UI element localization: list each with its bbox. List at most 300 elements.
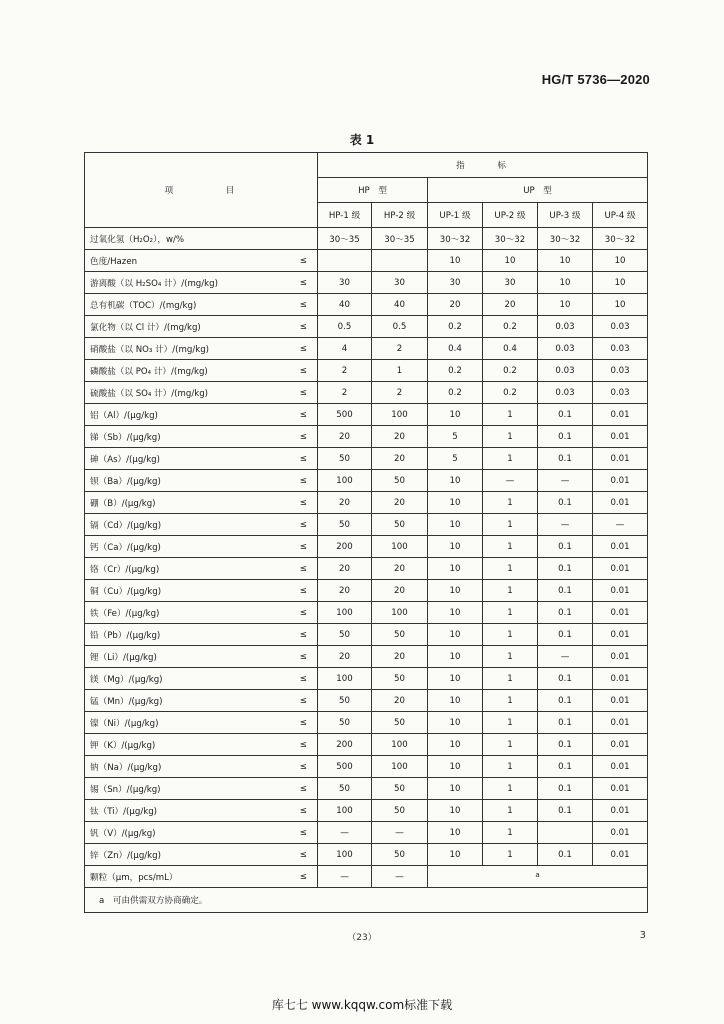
- value-cell: 1: [483, 668, 538, 690]
- header-up-type: UP 型: [428, 178, 648, 203]
- table-row: [85, 338, 648, 360]
- row-item: [85, 272, 318, 294]
- limit-operator: ≤: [299, 343, 307, 354]
- table-row: [85, 668, 648, 690]
- value-cell: 30～35: [372, 228, 428, 250]
- value-cell: 0.01: [593, 756, 648, 778]
- limit-operator: ≤: [299, 805, 307, 816]
- value-cell: 30～32: [538, 228, 593, 250]
- row-item: [85, 734, 318, 756]
- limit-operator: ≤: [299, 387, 307, 398]
- value-cell: 10: [428, 646, 483, 668]
- value-cell: 0.03: [593, 338, 648, 360]
- value-cell: 0.1: [538, 668, 593, 690]
- value-cell: —: [372, 866, 428, 888]
- value-cell: 10: [428, 734, 483, 756]
- table-row: [85, 624, 648, 646]
- row-item-label: 铝（Al）/(μg/kg): [90, 410, 158, 421]
- value-cell: 1: [483, 844, 538, 866]
- value-cell: 0.03: [538, 360, 593, 382]
- table-row: [85, 756, 648, 778]
- value-cell: 0.01: [593, 646, 648, 668]
- value-cell: 200: [318, 536, 372, 558]
- row-item-label: 钒（V）/(μg/kg): [90, 828, 156, 839]
- value-cell: 10: [428, 602, 483, 624]
- row-item: [85, 338, 318, 360]
- footer-watermark-text: 库七七 www.kqqw.com标准下载: [271, 998, 453, 1012]
- limit-operator: ≤: [299, 585, 307, 596]
- value-cell: 0.03: [538, 338, 593, 360]
- grade-header: UP-4 级: [593, 203, 648, 228]
- grade-header: HP-1 级: [318, 203, 372, 228]
- limit-operator: ≤: [299, 607, 307, 618]
- value-cell: 50: [372, 778, 428, 800]
- row-item: [85, 624, 318, 646]
- value-cell: —: [318, 822, 372, 844]
- table-row: [85, 448, 648, 470]
- table-row: [85, 470, 648, 492]
- header-index: 指 标: [318, 153, 648, 178]
- value-cell: 50: [318, 624, 372, 646]
- value-cell: 1: [483, 734, 538, 756]
- limit-operator: ≤: [299, 409, 307, 420]
- value-cell: 0.01: [593, 844, 648, 866]
- value-cell: 5: [428, 448, 483, 470]
- value-cell: 10: [483, 250, 538, 272]
- row-item: [85, 492, 318, 514]
- row-item-label: 硝酸盐（以 NO₃ 计）/(mg/kg): [90, 344, 210, 355]
- value-cell: 50: [318, 448, 372, 470]
- value-cell: 0.1: [538, 426, 593, 448]
- limit-operator: ≤: [299, 519, 307, 530]
- header-item: 项 目: [85, 153, 318, 228]
- value-cell: 10: [428, 800, 483, 822]
- row-item: [85, 294, 318, 316]
- limit-operator: ≤: [299, 827, 307, 838]
- limit-operator: ≤: [299, 783, 307, 794]
- table-note: a 可由供需双方协商确定。: [85, 888, 648, 913]
- value-cell: 0.01: [593, 492, 648, 514]
- row-item-label: 钙（Ca）/(μg/kg): [90, 542, 161, 553]
- limit-operator: ≤: [299, 453, 307, 464]
- row-item: [85, 800, 318, 822]
- page-number-center: （23）: [347, 933, 377, 943]
- value-cell: 4: [318, 338, 372, 360]
- value-cell: 0.1: [538, 448, 593, 470]
- value-cell: 20: [372, 580, 428, 602]
- value-cell: 1: [483, 646, 538, 668]
- value-cell: 0.03: [538, 382, 593, 404]
- limit-operator: ≤: [299, 761, 307, 772]
- value-cell: 0.01: [593, 668, 648, 690]
- row-item: [85, 316, 318, 338]
- grade-header: UP-3 级: [538, 203, 593, 228]
- limit-operator: ≤: [299, 541, 307, 552]
- value-cell: 10: [428, 514, 483, 536]
- value-cell: 0.01: [593, 778, 648, 800]
- value-cell: 0.5: [318, 316, 372, 338]
- value-cell: 20: [372, 646, 428, 668]
- value-cell: 10: [538, 250, 593, 272]
- row-item: [85, 426, 318, 448]
- value-cell: 10: [538, 294, 593, 316]
- row-item: [85, 448, 318, 470]
- row-item-label: 钠（Na）/(μg/kg): [90, 762, 162, 773]
- value-cell: 30: [428, 272, 483, 294]
- limit-operator: ≤: [299, 717, 307, 728]
- value-cell: 0.1: [538, 558, 593, 580]
- value-cell: 1: [483, 558, 538, 580]
- value-cell: 0.01: [593, 580, 648, 602]
- limit-operator: ≤: [299, 277, 307, 288]
- row-item: [85, 866, 318, 888]
- value-cell: 0.01: [593, 426, 648, 448]
- value-cell: —: [538, 514, 593, 536]
- value-cell: 200: [318, 734, 372, 756]
- value-cell: 30～35: [318, 228, 372, 250]
- row-item-label: 锂（Li）/(μg/kg): [90, 652, 157, 663]
- value-cell: 0.03: [538, 316, 593, 338]
- limit-operator: ≤: [299, 255, 307, 266]
- limit-operator: ≤: [299, 299, 307, 310]
- row-item: [85, 580, 318, 602]
- value-cell: 500: [318, 756, 372, 778]
- value-cell: 1: [483, 712, 538, 734]
- value-cell: 0.4: [483, 338, 538, 360]
- value-cell: 100: [372, 756, 428, 778]
- value-cell: 10: [428, 580, 483, 602]
- value-cell: 0.2: [483, 382, 538, 404]
- value-cell: 1: [483, 624, 538, 646]
- value-cell: 10: [428, 492, 483, 514]
- row-item: [85, 844, 318, 866]
- value-cell: 20: [318, 580, 372, 602]
- value-cell: 1: [483, 536, 538, 558]
- row-item-label: 钛（Ti）/(μg/kg): [90, 806, 158, 817]
- value-cell: 1: [483, 426, 538, 448]
- value-cell: 1: [483, 822, 538, 844]
- table-row: [85, 690, 648, 712]
- row-item: [85, 404, 318, 426]
- value-cell: 1: [483, 448, 538, 470]
- value-cell: 1: [483, 404, 538, 426]
- row-item-label: 锌（Zn）/(μg/kg): [90, 850, 161, 861]
- table-row: [85, 404, 648, 426]
- value-cell: 1: [483, 800, 538, 822]
- value-cell: 100: [372, 404, 428, 426]
- limit-operator: ≤: [299, 629, 307, 640]
- value-cell: 0.1: [538, 602, 593, 624]
- limit-operator: ≤: [299, 673, 307, 684]
- row-item-label: 铜（Cu）/(μg/kg): [90, 586, 162, 597]
- row-item: [85, 514, 318, 536]
- value-cell: 100: [318, 602, 372, 624]
- table-row: [85, 360, 648, 382]
- table-row: [85, 514, 648, 536]
- value-cell: 0.01: [593, 800, 648, 822]
- header-hp-type: HP 型: [318, 178, 428, 203]
- row-item-label: 过氧化氢（H₂O₂），w/%: [90, 234, 185, 245]
- row-item: [85, 360, 318, 382]
- value-cell: 50: [372, 624, 428, 646]
- row-item-label: 镉（Cd）/(μg/kg): [90, 520, 162, 531]
- table-row: [85, 250, 648, 272]
- value-cell: 2: [372, 338, 428, 360]
- value-cell: 0.01: [593, 470, 648, 492]
- row-item: [85, 558, 318, 580]
- value-cell: 30～32: [428, 228, 483, 250]
- grade-header: UP-2 级: [483, 203, 538, 228]
- value-cell: 40: [318, 294, 372, 316]
- value-cell: 1: [372, 360, 428, 382]
- value-cell: [372, 250, 428, 272]
- value-cell: —: [318, 866, 372, 888]
- table-note-row: [85, 888, 648, 913]
- row-item-label: 颗粒（μm，pcs/mL）: [90, 872, 178, 883]
- value-cell: 0.01: [593, 624, 648, 646]
- value-cell: 0.01: [593, 558, 648, 580]
- row-item: [85, 668, 318, 690]
- row-item-label: 锡（Sn）/(μg/kg): [90, 784, 161, 795]
- limit-operator: ≤: [299, 651, 307, 662]
- table-row-particles: [85, 866, 648, 888]
- value-cell: 0.1: [538, 800, 593, 822]
- value-cell: 50: [372, 800, 428, 822]
- value-cell: 0.03: [593, 360, 648, 382]
- row-item-label: 钡（Ba）/(μg/kg): [90, 476, 161, 487]
- limit-operator: ≤: [299, 871, 307, 882]
- row-item-label: 铅（Pb）/(μg/kg): [90, 630, 161, 641]
- value-cell: 0.01: [593, 602, 648, 624]
- row-item-label: 镍（Ni）/(μg/kg): [90, 718, 159, 729]
- value-cell: 1: [483, 492, 538, 514]
- row-item-label: 镁（Mg）/(μg/kg): [90, 674, 163, 685]
- value-cell: —: [538, 470, 593, 492]
- value-cell: 0.1: [538, 844, 593, 866]
- limit-operator: ≤: [299, 849, 307, 860]
- value-cell: 0.1: [538, 756, 593, 778]
- row-item: [85, 778, 318, 800]
- limit-operator: ≤: [299, 321, 307, 332]
- row-item: [85, 756, 318, 778]
- value-cell: 10: [428, 404, 483, 426]
- row-item-label: 砷（As）/(μg/kg): [90, 454, 160, 465]
- table-row: [85, 294, 648, 316]
- limit-operator: ≤: [299, 475, 307, 486]
- value-cell: 20: [372, 426, 428, 448]
- row-item: [85, 250, 318, 272]
- value-cell: 20: [428, 294, 483, 316]
- value-cell: 0.2: [483, 316, 538, 338]
- table-row: [85, 558, 648, 580]
- value-cell: 0.1: [538, 690, 593, 712]
- value-cell: 0.1: [538, 624, 593, 646]
- limit-operator: ≤: [299, 739, 307, 750]
- table-row: [85, 844, 648, 866]
- value-cell: 20: [372, 492, 428, 514]
- value-cell: 100: [372, 734, 428, 756]
- value-cell: 10: [538, 272, 593, 294]
- value-cell: 10: [428, 822, 483, 844]
- value-cell: —: [593, 514, 648, 536]
- value-cell: 50: [372, 470, 428, 492]
- value-cell: 50: [318, 778, 372, 800]
- value-cell: 10: [428, 756, 483, 778]
- table-row: [85, 800, 648, 822]
- table-row: [85, 602, 648, 624]
- value-cell: 10: [428, 690, 483, 712]
- value-cell: 100: [318, 470, 372, 492]
- value-cell: [318, 250, 372, 272]
- value-cell: 0.2: [428, 360, 483, 382]
- value-cell: 0.5: [372, 316, 428, 338]
- value-cell: 10: [428, 536, 483, 558]
- row-item: [85, 602, 318, 624]
- value-cell: 0.01: [593, 712, 648, 734]
- value-cell: 0.1: [538, 404, 593, 426]
- value-cell: 30～32: [483, 228, 538, 250]
- value-cell: —: [372, 822, 428, 844]
- table-row: [85, 646, 648, 668]
- value-cell: 20: [318, 492, 372, 514]
- value-cell: 30～32: [593, 228, 648, 250]
- value-cell: 50: [318, 712, 372, 734]
- value-cell: 10: [428, 778, 483, 800]
- value-cell: 10: [428, 558, 483, 580]
- table-row: [85, 228, 648, 250]
- value-cell: 50: [318, 514, 372, 536]
- row-item-label: 硫酸盐（以 SO₄ 计）/(mg/kg): [90, 388, 209, 399]
- value-cell: 10: [428, 624, 483, 646]
- value-cell: 20: [372, 690, 428, 712]
- table-row: [85, 712, 648, 734]
- value-cell: 10: [428, 712, 483, 734]
- value-cell: —: [538, 646, 593, 668]
- table-row: [85, 316, 648, 338]
- row-item: [85, 646, 318, 668]
- row-item-label: 氯化物（以 Cl 计）/(mg/kg): [90, 322, 201, 333]
- value-cell: 10: [428, 470, 483, 492]
- limit-operator: ≤: [299, 563, 307, 574]
- row-item-label: 铬（Cr）/(μg/kg): [90, 564, 160, 575]
- row-item: [85, 536, 318, 558]
- value-cell: 0.01: [593, 690, 648, 712]
- value-cell: 0.01: [593, 448, 648, 470]
- value-cell: 1: [483, 580, 538, 602]
- value-cell: 0.2: [483, 360, 538, 382]
- table-row: [85, 492, 648, 514]
- value-cell: 0.1: [538, 492, 593, 514]
- value-cell: [538, 822, 593, 844]
- value-cell: 0.01: [593, 734, 648, 756]
- row-item: [85, 822, 318, 844]
- footnote-mark: a: [535, 869, 540, 879]
- row-item: [85, 712, 318, 734]
- value-cell: 2: [372, 382, 428, 404]
- value-cell: 10: [428, 250, 483, 272]
- value-cell: 20: [372, 448, 428, 470]
- table-row: [85, 580, 648, 602]
- row-item: [85, 228, 318, 250]
- value-cell: 20: [372, 558, 428, 580]
- row-item-label: 硼（B）/(μg/kg): [90, 498, 156, 509]
- value-cell: 2: [318, 360, 372, 382]
- table-row: [85, 272, 648, 294]
- value-cell: 20: [318, 646, 372, 668]
- value-cell: 100: [318, 668, 372, 690]
- value-cell: 0.2: [428, 382, 483, 404]
- table-row: [85, 382, 648, 404]
- value-cell: 0.2: [428, 316, 483, 338]
- table-row: [85, 778, 648, 800]
- value-cell: 1: [483, 602, 538, 624]
- row-item-label: 磷酸盐（以 PO₄ 计）/(mg/kg): [90, 366, 208, 377]
- value-cell: —: [483, 470, 538, 492]
- value-cell: 100: [318, 800, 372, 822]
- value-cell: 30: [483, 272, 538, 294]
- value-cell: 100: [372, 602, 428, 624]
- value-cell: 100: [318, 844, 372, 866]
- row-item: [85, 382, 318, 404]
- value-cell: 30: [372, 272, 428, 294]
- value-cell: 20: [483, 294, 538, 316]
- value-cell: 0.01: [593, 404, 648, 426]
- limit-operator: ≤: [299, 497, 307, 508]
- value-cell: 5: [428, 426, 483, 448]
- row-item: [85, 470, 318, 492]
- value-cell: 2: [318, 382, 372, 404]
- table-row: [85, 734, 648, 756]
- value-cell: 1: [483, 690, 538, 712]
- value-cell: 50: [372, 844, 428, 866]
- standard-code: HG/T 5736—2020: [541, 72, 650, 87]
- limit-operator: ≤: [299, 695, 307, 706]
- table-row: [85, 536, 648, 558]
- value-cell: 20: [318, 558, 372, 580]
- value-cell: 0.1: [538, 778, 593, 800]
- row-item-label: 色度/Hazen: [90, 256, 138, 267]
- value-cell: 10: [428, 668, 483, 690]
- row-item-label: 锑（Sb）/(μg/kg): [90, 432, 161, 443]
- value-cell: 10: [428, 844, 483, 866]
- row-item-label: 铁（Fe）/(μg/kg): [90, 608, 160, 619]
- value-cell: 0.1: [538, 734, 593, 756]
- row-item-label: 总有机碳（TOC）/(mg/kg): [90, 300, 197, 311]
- value-cell: 10: [593, 250, 648, 272]
- value-cell: 0.03: [593, 382, 648, 404]
- index-table: [84, 152, 648, 913]
- table-row: [85, 426, 648, 448]
- value-cell: 50: [372, 668, 428, 690]
- row-item-label: 游离酸（以 H₂SO₄ 计）/(mg/kg): [90, 278, 218, 289]
- value-cell: 1: [483, 778, 538, 800]
- value-cell: 100: [372, 536, 428, 558]
- value-cell: 50: [318, 690, 372, 712]
- limit-operator: ≤: [299, 365, 307, 376]
- table-title: 表 1: [349, 133, 375, 147]
- value-cell: 0.1: [538, 536, 593, 558]
- value-cell: 1: [483, 756, 538, 778]
- value-cell: 20: [318, 426, 372, 448]
- value-cell: 30: [318, 272, 372, 294]
- value-cell: 0.03: [593, 316, 648, 338]
- value-cell-up-merged: [428, 866, 648, 888]
- value-cell: 0.4: [428, 338, 483, 360]
- value-cell: 50: [372, 712, 428, 734]
- value-cell: 50: [372, 514, 428, 536]
- value-cell: 40: [372, 294, 428, 316]
- value-cell: 500: [318, 404, 372, 426]
